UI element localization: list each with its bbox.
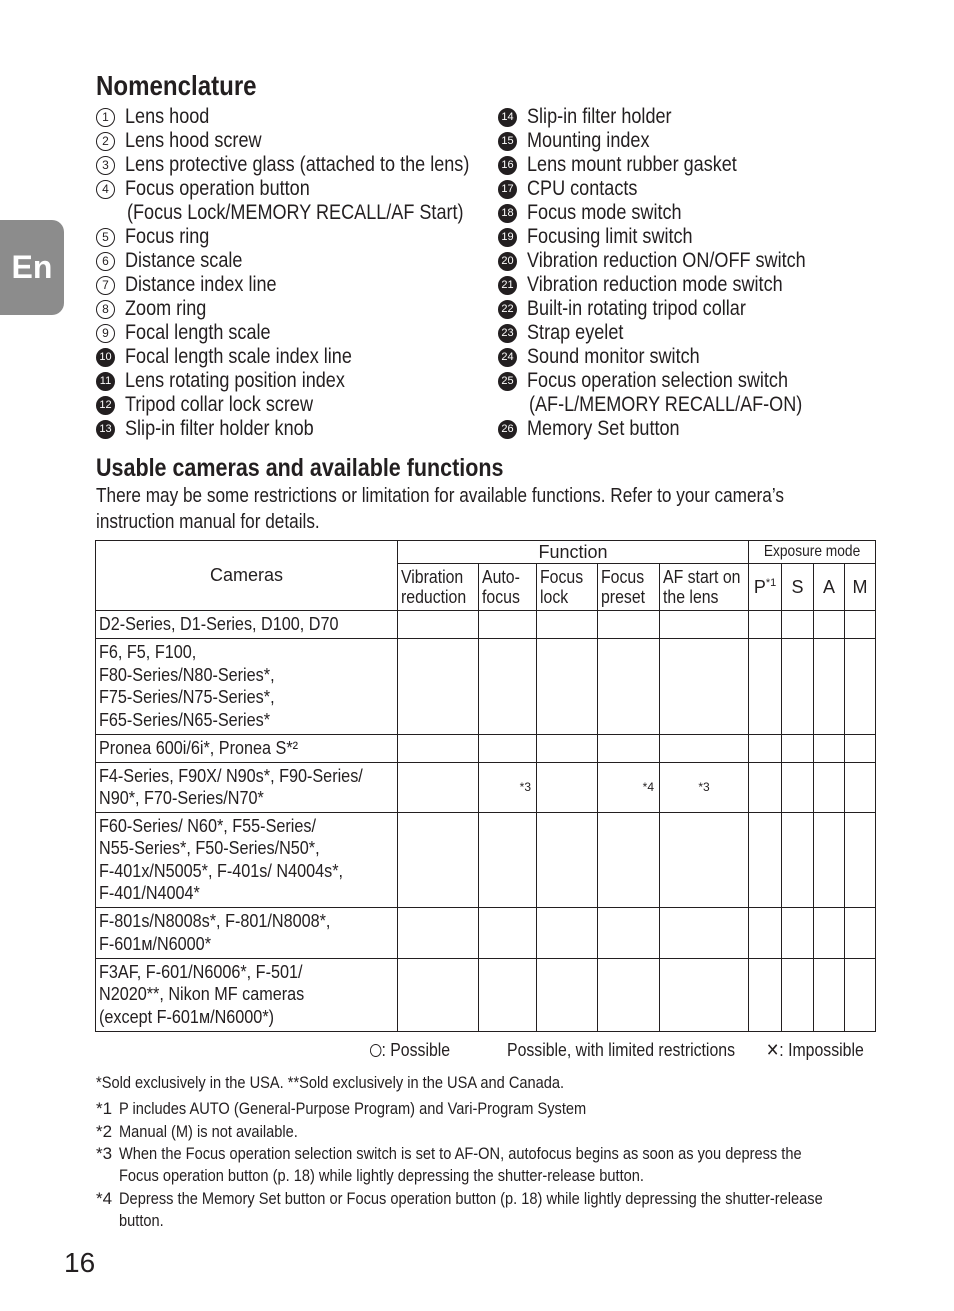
list-item: 26 Memory Set button bbox=[498, 417, 851, 441]
mode-a-header: A bbox=[814, 564, 845, 611]
list-item: 1 Lens hood bbox=[96, 105, 525, 129]
nomenclature-title: Nomenclature bbox=[96, 70, 257, 101]
list-item: 13 Slip-in filter holder knob bbox=[96, 417, 525, 441]
function-header: Function bbox=[398, 541, 749, 564]
item-number: 5 bbox=[96, 228, 115, 247]
item-number: 26 bbox=[498, 420, 517, 439]
item-number: 11 bbox=[96, 372, 115, 391]
af-start-header: AF start on the lens bbox=[660, 564, 749, 611]
legend-possible: : Possible bbox=[370, 1040, 450, 1061]
list-item: 9 Focal length scale bbox=[96, 321, 525, 345]
list-item: 6 Distance scale bbox=[96, 249, 525, 273]
camera-cell: F-801s/N8008s*, F-801/N8008*, F-601ᴍ/N6000* bbox=[96, 907, 398, 958]
list-item: 20 Vibration reduction ON/OFF switch bbox=[498, 249, 851, 273]
table-row bbox=[96, 638, 876, 734]
legend-limited: Possible, with limited restrictions bbox=[507, 1040, 736, 1060]
table-row bbox=[96, 812, 876, 907]
list-item: 22 Built-in rotating tripod collar bbox=[498, 297, 851, 321]
cameras-section-title: Usable cameras and available functions bbox=[96, 454, 504, 482]
item-number: 9 bbox=[96, 324, 115, 343]
list-item: 7 Distance index line bbox=[96, 273, 525, 297]
language-tab: En bbox=[0, 220, 64, 315]
item-number: 17 bbox=[498, 180, 517, 199]
item-number: 6 bbox=[96, 252, 115, 271]
autofocus-header: Auto- focus bbox=[479, 564, 537, 611]
item-number: 18 bbox=[498, 204, 517, 223]
mode-s-header: S bbox=[782, 564, 814, 611]
list-item: 24 Sound monitor switch bbox=[498, 345, 851, 369]
nomenclature-list-left bbox=[96, 105, 525, 441]
list-item: 18 Focus mode switch bbox=[498, 201, 851, 225]
note-mark: *3 bbox=[479, 762, 537, 812]
cross-icon: ✕ bbox=[766, 1040, 780, 1060]
list-item: 8 Zoom ring bbox=[96, 297, 525, 321]
circle-icon bbox=[370, 1044, 381, 1057]
note-mark: *3 bbox=[660, 762, 749, 812]
vibration-reduction-header: Vibration reduction bbox=[398, 564, 479, 611]
table-row bbox=[96, 611, 876, 639]
item-number: 13 bbox=[96, 420, 115, 439]
mode-m-header: M bbox=[845, 564, 876, 611]
item-number: 23 bbox=[498, 324, 517, 343]
camera-cell: F6, F5, F100, F80-Series/N80-Series*, F75-Series/N75-Series*, F65-Series/N65-Series* bbox=[96, 638, 398, 734]
list-item: 5 Focus ring bbox=[96, 225, 525, 249]
item-number: 7 bbox=[96, 276, 115, 295]
list-item-continuation: (AF-L/MEMORY RECALL/AF-ON) bbox=[529, 393, 803, 416]
list-item: 3 Lens protective glass (attached to the lens) bbox=[96, 153, 525, 177]
item-number: 16 bbox=[498, 156, 517, 175]
list-item: 11 Lens rotating position index bbox=[96, 369, 525, 393]
camera-cell: D2-Series, D1-Series, D100, D70 bbox=[96, 611, 398, 639]
camera-cell: F60-Series/ N60*, F55-Series/ N55-Series*, F50-Series/N50*, F-401x/N5005*, F-401s/ N4004s*, F-401/N4004* bbox=[96, 812, 398, 907]
camera-cell: F3AF, F-601/N6006*, F-501/ N2020**, Nikon MF cameras (except F-601ᴍ/N6000*) bbox=[96, 958, 398, 1031]
cameras-header: Cameras bbox=[96, 541, 398, 611]
legend-impossible: ✕: Impossible bbox=[766, 1040, 864, 1060]
list-item: 21 Vibration reduction mode switch bbox=[498, 273, 851, 297]
list-item: 23 Strap eyelet bbox=[498, 321, 851, 345]
list-item: 4 Focus operation button bbox=[96, 177, 525, 201]
item-number: 10 bbox=[96, 348, 115, 367]
compatibility-table bbox=[95, 540, 876, 1032]
item-number: 15 bbox=[498, 132, 517, 151]
list-item: 17 CPU contacts bbox=[498, 177, 851, 201]
item-number: 4 bbox=[96, 180, 115, 199]
page-number: 16 bbox=[64, 1247, 96, 1278]
list-item: 12 Tripod collar lock screw bbox=[96, 393, 525, 417]
list-item: 16 Lens mount rubber gasket bbox=[498, 153, 851, 177]
exposure-mode-header: Exposure mode bbox=[749, 541, 876, 564]
table-row bbox=[96, 734, 876, 762]
list-item: 2 Lens hood screw bbox=[96, 129, 525, 153]
sold-note: *Sold exclusively in the USA. **Sold exclusively in the USA and Canada. bbox=[96, 1073, 565, 1092]
table-row bbox=[96, 958, 876, 1031]
item-number: 12 bbox=[96, 396, 115, 415]
camera-cell: F4-Series, F90X/ N90s*, F90-Series/ N90*, F70-Series/N70* bbox=[96, 762, 398, 812]
table-legend bbox=[95, 1040, 875, 1062]
item-number: 2 bbox=[96, 132, 115, 151]
list-item: 10 Focal length scale index line bbox=[96, 345, 525, 369]
item-number: 3 bbox=[96, 156, 115, 175]
item-number: 8 bbox=[96, 300, 115, 319]
list-item: 15 Mounting index bbox=[498, 129, 851, 153]
item-number: 1 bbox=[96, 108, 115, 127]
mode-p-header: $P^{*1}$ bbox=[749, 564, 782, 611]
list-item: 25 Focus operation selection switch bbox=[498, 369, 851, 393]
item-number: 21 bbox=[498, 276, 517, 295]
note-mark: *4 bbox=[598, 762, 660, 812]
focus-preset-header: Focus preset bbox=[598, 564, 660, 611]
list-item: 14 Slip-in filter holder bbox=[498, 105, 851, 129]
item-number: 24 bbox=[498, 348, 517, 367]
table-row bbox=[96, 762, 876, 812]
list-item: 19 Focusing limit switch bbox=[498, 225, 851, 249]
item-number: 20 bbox=[498, 252, 517, 271]
table-row bbox=[96, 907, 876, 958]
item-number: 14 bbox=[498, 108, 517, 127]
list-item-continuation: (Focus Lock/MEMORY RECALL/AF Start) bbox=[127, 201, 464, 224]
focus-lock-header: Focus lock bbox=[537, 564, 598, 611]
item-number: 22 bbox=[498, 300, 517, 319]
item-number: 19 bbox=[498, 228, 517, 247]
nomenclature-list-right bbox=[498, 105, 851, 441]
item-number: 25 bbox=[498, 372, 517, 391]
cameras-intro: There may be some restrictions or limitation for available functions. Refer to your camera’s instruction manual for details. bbox=[96, 485, 784, 533]
camera-cell: Pronea 600i/6i*, Pronea S*² bbox=[96, 734, 398, 762]
